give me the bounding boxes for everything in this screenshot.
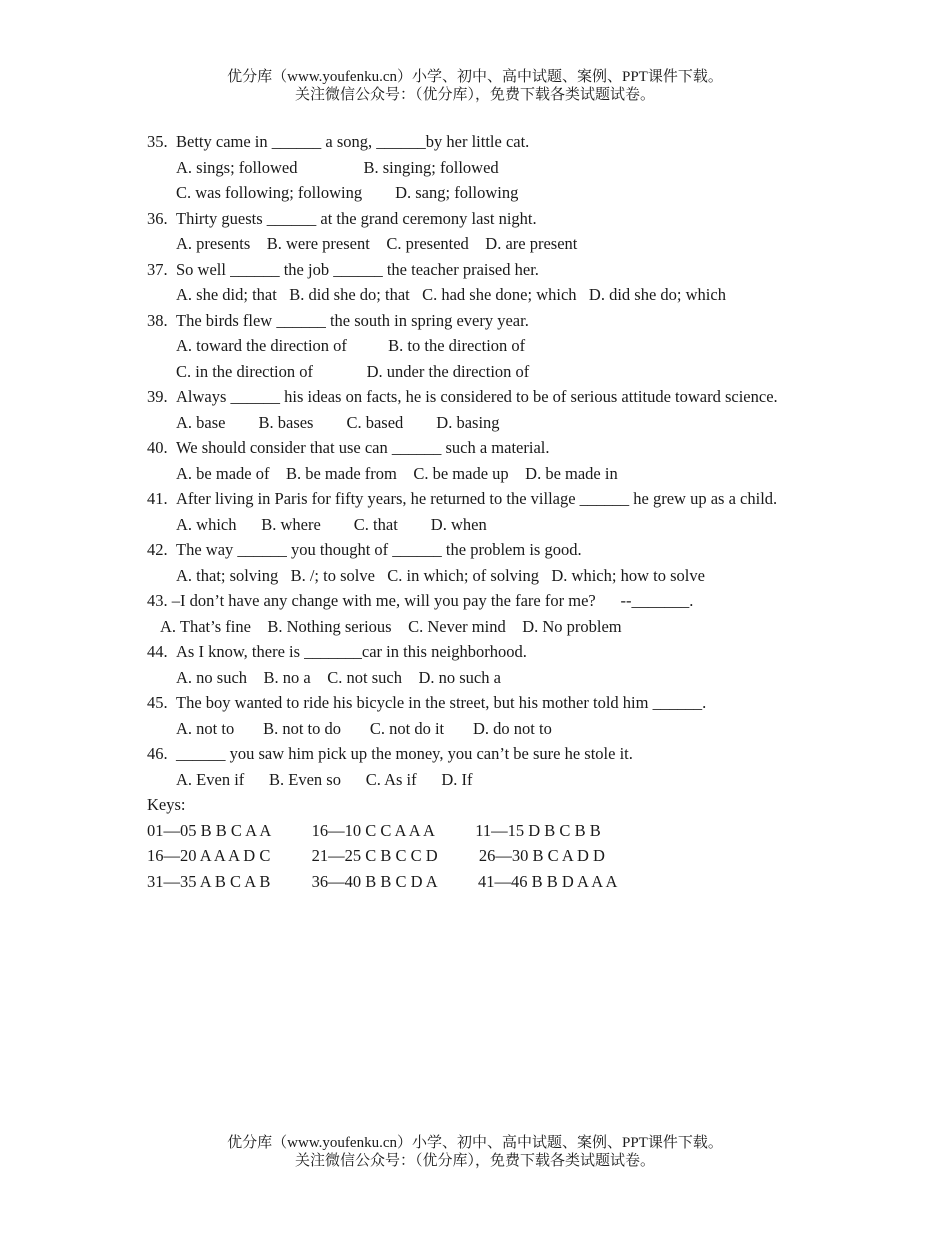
options-37: A. she did; that B. did she do; that C. had she done; which D. did she do; which [176,285,726,304]
keys-row-2: 16—20 A A A D C 21—25 C B C C D 26—30 B C A D D [147,846,605,865]
question-number: 35. [147,132,168,151]
page-footer [0,1134,950,1170]
question-text: We should consider that use can ______ such a material. [176,438,550,457]
question-number: 40. [147,438,168,457]
options-39: A. base B. bases C. based D. basing [176,412,500,432]
question-text: The birds flew ______ the south in spring every year. [176,310,529,330]
question-40 [147,435,847,461]
question-37 [147,257,847,283]
question-45 [147,690,847,716]
options-44: A. no such B. no a C. not such D. no such a [176,667,501,687]
footer-line-1: 优分库（www.youfenku.cn）小学、初中、高中试题、案例、PPT课件下载。 [227,1135,723,1151]
question-text: After living in Paris for fifty years, he returned to the village ______ he grew up as a child. [176,489,778,508]
options-45: A. not to B. not to do C. not do it D. do not to [176,718,552,738]
options-42: A. that; solving B. /; to solve C. in which; of solving D. which; how to solve [176,565,705,585]
exam-content [147,129,847,894]
question-text: ______ you saw him pick up the money, you can’t be sure he stole it. [176,744,633,763]
header-line-2: 关注微信公众号：（优分库），免费下载各类试题试卷。 [294,87,655,103]
options-36: A. presents B. were present C. presented D. are present [176,234,578,253]
options-38-b: C. in the direction of D. under the direction of [176,361,530,381]
question-text: Thirty guests ______ at the grand ceremony last night. [176,208,537,228]
question-number: 42. [147,540,168,559]
question-text: As I know, there is _______car in this neighborhood. [176,642,527,661]
question-number: 38. [147,310,168,330]
question-number: 36. [147,208,168,228]
question-number: 45. [147,693,168,712]
question-38 [147,308,847,334]
question-text: The boy wanted to ride his bicycle in the street, but his mother told him ______. [176,693,707,712]
question-number: 46. [147,744,168,763]
options-35-b: C. was following; following D. sang; following [176,183,519,202]
options-40: A. be made of B. be made from C. be made up D. be made in [176,463,618,483]
options-41: A. which B. where C. that D. when [176,514,487,534]
question-44 [147,639,847,665]
question-number: 41. [147,489,168,508]
question-number: 39. [147,387,168,406]
footer-line-2: 关注微信公众号：（优分库），免费下载各类试题试卷。 [294,1153,655,1169]
question-42 [147,537,847,563]
question-35 [147,129,847,155]
header-line-1: 优分库（www.youfenku.cn）小学、初中、高中试题、案例、PPT课件下载。 [227,69,723,85]
question-43: 43. –I don’t have any change with me, will you pay the fare for me? --_______. [147,591,694,610]
question-text: Always ______ his ideas on facts, he is considered to be of serious attitude toward science. [176,387,778,406]
question-41 [147,486,847,512]
options-35-a: A. sings; followed B. singing; followed [176,157,499,177]
question-text: Betty came in ______ a song, ______by her little cat. [176,132,530,151]
question-39 [147,384,847,410]
options-46: A. Even if B. Even so C. As if D. If [176,769,473,789]
question-text: So well ______ the job ______ the teacher praised her. [176,259,539,279]
options-43: A. That’s fine B. Nothing serious C. Never mind D. No problem [160,616,622,636]
keys-row-1: 01—05 B B C A A 16—10 C C A A A 11—15 D B C B B [147,820,601,840]
question-number: 37. [147,259,168,279]
question-text: The way ______ you thought of ______ the problem is good. [176,540,582,559]
question-46 [147,741,847,767]
question-number: 44. [147,642,168,661]
question-36 [147,206,847,232]
options-38-a: A. toward the direction of B. to the direction of [176,336,526,355]
keys-title: Keys: [147,795,186,814]
keys-row-3: 31—35 A B C A B 36—40 B B C D A 41—46 B B D A A A [147,871,618,891]
page-header [0,68,950,104]
